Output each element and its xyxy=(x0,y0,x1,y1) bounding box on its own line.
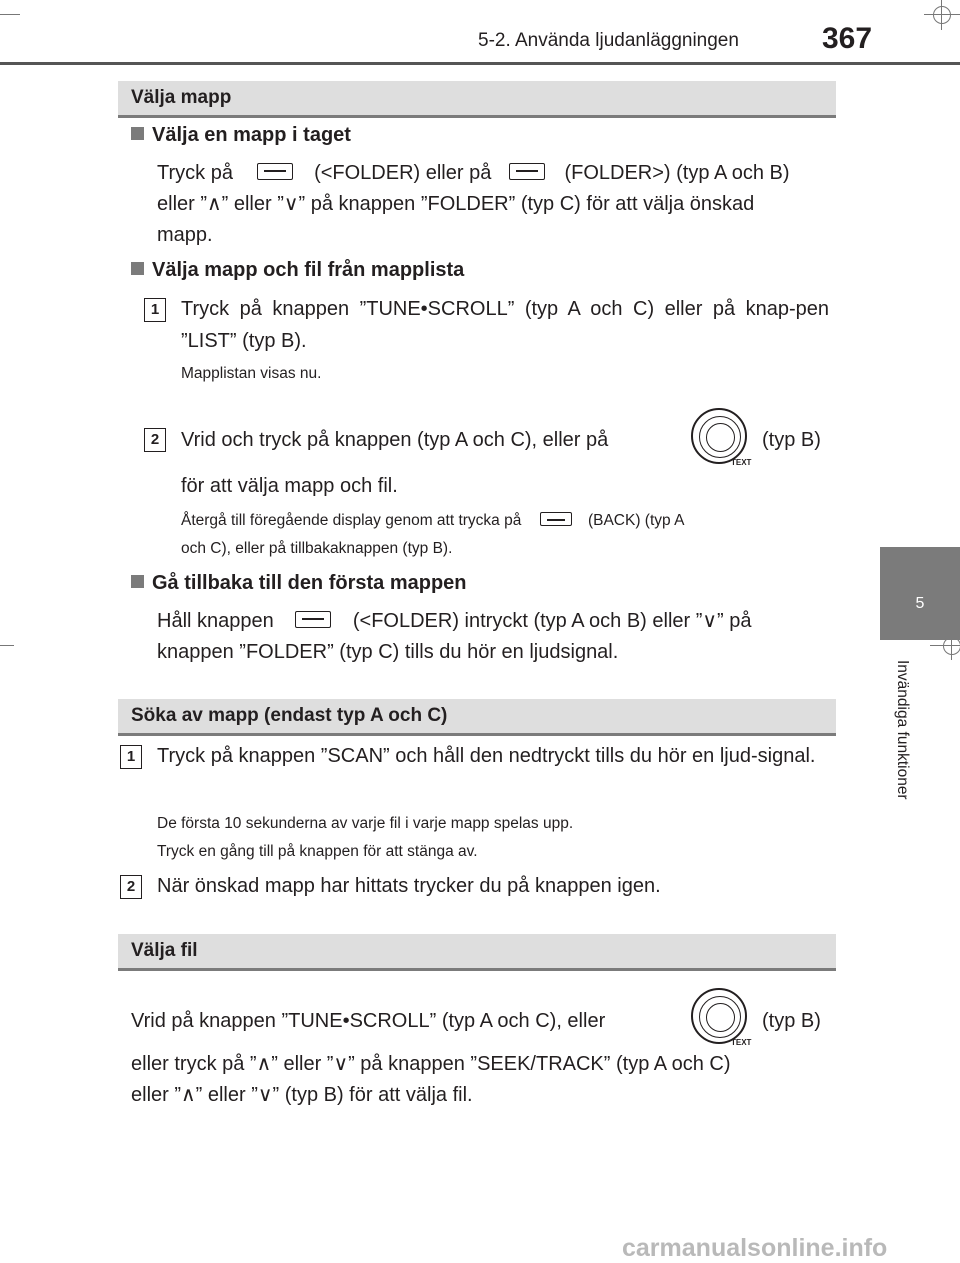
step-note: Tryck en gång till på knappen för att stänga av. xyxy=(157,843,478,860)
paragraph-line xyxy=(157,605,752,637)
chapter-tab-number: 5 xyxy=(915,595,925,612)
subheading-valja-en-mapp xyxy=(131,124,351,147)
folder-back-button-icon xyxy=(295,611,331,628)
paragraph-line: knappen ”FOLDER” (typ C) tills du hör en ljudsignal. xyxy=(157,641,619,663)
subheading-ga-tillbaka xyxy=(131,572,467,595)
section-title: Välja fil xyxy=(131,940,198,961)
subheading-text: Välja en mapp i taget xyxy=(152,124,351,146)
paragraph-line: (typ B) xyxy=(762,1010,821,1032)
square-bullet-icon xyxy=(131,127,144,140)
step-note: Mapplistan visas nu. xyxy=(181,365,322,382)
subheading-text: Välja mapp och fil från mapplista xyxy=(152,259,465,281)
text-run: (BACK) (typ A xyxy=(587,512,685,529)
step-note xyxy=(181,507,684,535)
section-title: Söka av mapp (endast typ A och C) xyxy=(131,705,448,726)
text-run: (FOLDER>) (typ A och B) xyxy=(564,162,790,184)
square-bullet-icon xyxy=(131,262,144,275)
knob-label: TEXT xyxy=(731,1038,752,1047)
chapter-tab xyxy=(880,547,960,640)
step-number: 1 xyxy=(120,745,142,769)
folder-back-button-icon xyxy=(257,163,293,180)
step-text: När önskad mapp har hittats trycker du på knappen igen. xyxy=(157,875,661,897)
section-header-valja-fil xyxy=(118,934,836,971)
chapter-tab-label: Invändiga funktioner xyxy=(894,660,911,800)
watermark: carmanualsonline.info xyxy=(622,1234,888,1262)
step-text: Tryck på knappen ”TUNE•SCROLL” (typ A och C) eller på knap-pen ”LIST” (typ B). xyxy=(181,298,829,352)
text-run: (<FOLDER) intryckt (typ A och B) eller ”∨” på xyxy=(352,610,752,632)
text-run: Håll knappen xyxy=(157,610,274,632)
knob-label: TEXT xyxy=(731,458,752,467)
subheading-valja-mapp-och-fil xyxy=(131,259,464,282)
step-text: Vrid och tryck på knappen (typ A och C), eller på xyxy=(181,429,609,451)
paragraph-line: mapp. xyxy=(157,224,213,246)
tune-knob-icon xyxy=(691,988,747,1044)
text-run: (<FOLDER) eller på xyxy=(314,162,492,184)
square-bullet-icon xyxy=(131,575,144,588)
step-number: 2 xyxy=(120,875,142,899)
step-number: 2 xyxy=(144,428,166,452)
step-text: (typ B) xyxy=(762,429,821,451)
paragraph-line xyxy=(157,157,829,189)
text-run: Återgå till föregående display genom att trycka på xyxy=(181,512,522,529)
tune-knob-icon xyxy=(691,408,747,464)
paragraph-line: Vrid på knappen ”TUNE•SCROLL” (typ A och C), eller xyxy=(131,1010,606,1032)
header-rule xyxy=(0,62,960,65)
step-note: och C), eller på tillbakaknappen (typ B). xyxy=(181,540,453,557)
paragraph-line: eller ”∧” eller ”∨” på knappen ”FOLDER” (typ C) för att välja önskad xyxy=(157,193,755,215)
subheading-text: Gå tillbaka till den första mappen xyxy=(152,572,467,594)
step-number: 1 xyxy=(144,298,166,322)
step-text: Tryck på knappen ”SCAN” och håll den nedtryckt tills du hör en ljud-signal. xyxy=(157,745,816,767)
page-number: 367 xyxy=(822,22,873,55)
paragraph-line: eller tryck på ”∧” eller ”∨” på knappen ”SEEK/TRACK” (typ A och C) xyxy=(131,1053,731,1075)
folder-forward-button-icon xyxy=(509,163,545,180)
back-button-icon xyxy=(540,512,572,526)
chapter-title: 5-2. Använda ljudanläggningen xyxy=(478,30,739,51)
section-header-soka-av-mapp xyxy=(118,699,836,736)
paragraph-line: eller ”∧” eller ”∨” (typ B) för att välja fil. xyxy=(131,1084,473,1106)
section-header-valja-mapp xyxy=(118,81,836,118)
text-run: Tryck på xyxy=(157,162,233,184)
section-title: Välja mapp xyxy=(131,87,232,108)
step-note: De första 10 sekunderna av varje fil i varje mapp spelas upp. xyxy=(157,815,574,832)
step-text: för att välja mapp och fil. xyxy=(181,475,398,497)
